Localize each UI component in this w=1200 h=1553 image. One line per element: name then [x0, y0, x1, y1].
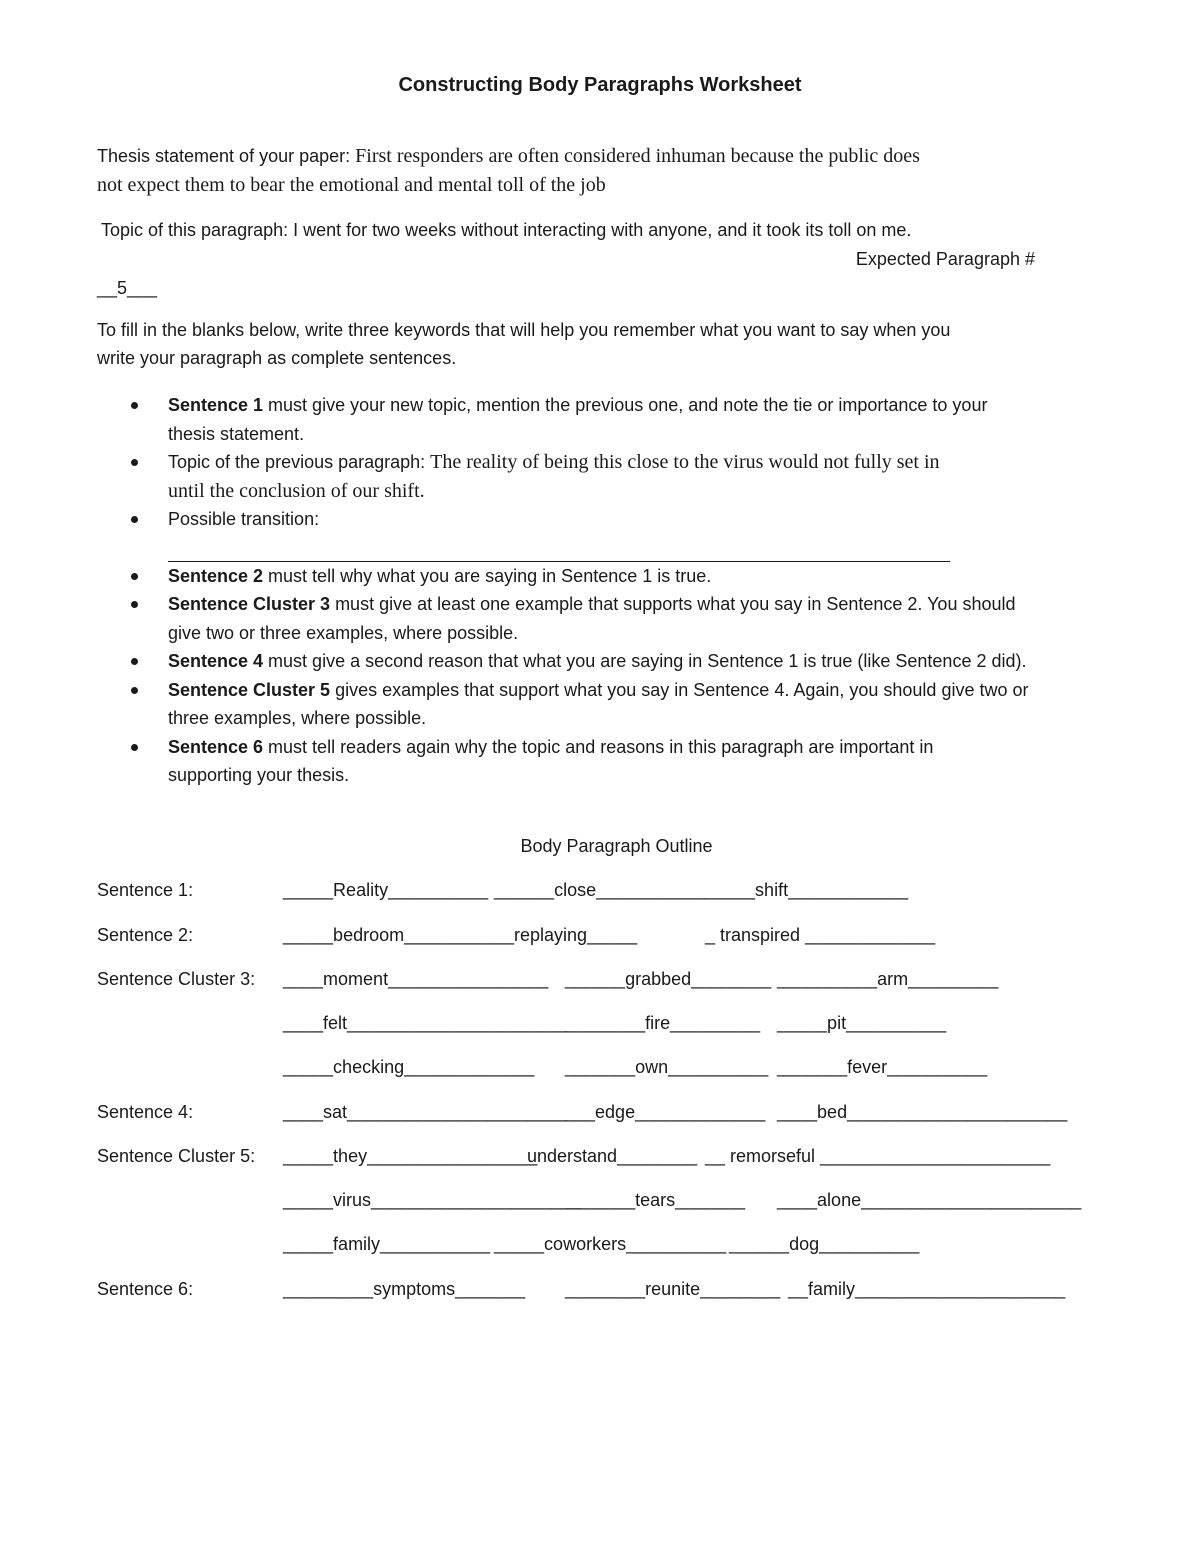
bullet-dot-icon	[131, 744, 138, 751]
thesis-line-2[interactable]: not expect them to bear the emotional and mental toll of the job	[97, 174, 606, 196]
keyword-field[interactable]: __family_____________________	[788, 1279, 1066, 1299]
bullet-text: gives examples that support what you say in Sentence 4. Again, you should give two or	[330, 679, 1029, 700]
bullet-dot-icon	[131, 516, 138, 523]
bullet-sentence-2	[97, 562, 1107, 591]
keyword-field[interactable]: _____checking_____________	[283, 1057, 535, 1077]
bullet-sentence-cluster-5	[97, 676, 1107, 733]
keyword-field[interactable]: ______grabbed________	[565, 969, 772, 989]
keyword-field[interactable]: _________symptoms_______	[283, 1279, 526, 1299]
outline-label-sentence-2: Sentence 2:	[97, 925, 194, 945]
bullet-sentence-cluster-3	[97, 590, 1107, 647]
bullet-bold: Sentence 1	[168, 395, 264, 415]
outline-label-sentence-4: Sentence 4:	[97, 1102, 194, 1122]
keyword-field[interactable]: ___edge_____________	[565, 1102, 766, 1122]
keyword-field[interactable]: __replaying_____	[494, 925, 638, 945]
thesis-value[interactable]: First responders are often considered inhuman because the public does	[355, 145, 920, 167]
outline-label-sentence-cluster-5: Sentence Cluster 5:	[97, 1146, 256, 1166]
bullet-dot-icon	[131, 459, 138, 466]
previous-topic-label: Topic of the previous paragraph:	[168, 452, 431, 472]
possible-transition-label: Possible transition:	[168, 509, 320, 529]
bullet-text-continued: give two or three examples, where possible.	[168, 622, 519, 643]
bullet-text: must tell why what you are saying in Sentence 1 is true.	[263, 565, 712, 586]
instructions-line-2: write your paragraph as complete sentences.	[97, 348, 457, 368]
keyword-field[interactable]: _____family___________	[283, 1234, 491, 1254]
expected-paragraph-label: Expected Paragraph #	[855, 249, 1035, 269]
keyword-field[interactable]: _______own__________	[565, 1057, 769, 1077]
bullet-bold: Sentence 6	[168, 736, 264, 757]
bullet-text-continued: thesis statement.	[168, 423, 305, 444]
outline-label-sentence-6: Sentence 6:	[97, 1279, 194, 1299]
instructions-line-1: To fill in the blanks below, write three keywords that will help you remember what you want to say when you	[97, 320, 951, 340]
bullet-bold: Sentence 2	[168, 565, 264, 586]
keyword-field[interactable]: ____bed______________________	[777, 1102, 1068, 1122]
topic-line	[101, 220, 911, 241]
outline-label-sentence-cluster-3: Sentence Cluster 3:	[97, 969, 256, 989]
previous-topic-value[interactable]: The reality of being this close to the virus would not fully set in	[430, 451, 940, 473]
keyword-field[interactable]: ______dog__________	[729, 1234, 920, 1254]
keyword-field[interactable]: ____moment________________	[283, 969, 549, 989]
bullet-dot-icon	[131, 402, 138, 409]
bullet-sentence-6	[97, 733, 1107, 790]
worksheet-title: Constructing Body Paragraphs Worksheet	[398, 74, 802, 96]
topic-label: Topic of this paragraph:	[101, 220, 294, 240]
bullet-text: must give at least one example that supports what you say in Sentence 2. You should	[330, 594, 1016, 614]
topic-value[interactable]: I went for two weeks without interacting with anyone, and it took its toll on me.	[293, 220, 912, 240]
possible-transition-blank[interactable]	[168, 534, 950, 562]
keyword-field[interactable]: __________arm_________	[777, 969, 999, 989]
previous-topic-value-continued[interactable]: until the conclusion of our shift.	[168, 479, 425, 502]
bullet-text-continued: supporting your thesis.	[168, 765, 350, 785]
keyword-field[interactable]: ________reunite________	[565, 1279, 781, 1299]
bullet-text-continued: three examples, where possible.	[168, 708, 427, 728]
bullet-text: must give your new topic, mention the previous one, and note the tie or importance to your	[263, 395, 988, 415]
bullet-dot-icon	[131, 687, 138, 694]
keyword-field[interactable]: _____virus_____________________	[283, 1190, 582, 1210]
keyword-field[interactable]: _____Reality__________	[283, 880, 489, 900]
keyword-field[interactable]: ______close___________	[494, 880, 707, 900]
bullet-dot-icon	[131, 658, 138, 665]
bullet-dot-icon	[131, 573, 138, 580]
thesis-label: Thesis statement of your paper:	[97, 146, 356, 166]
keyword-field[interactable]: __ remorseful _______________________	[705, 1146, 1051, 1166]
bullet-bold: Sentence Cluster 5	[168, 679, 331, 700]
keyword-field[interactable]: ____sat______________________	[283, 1102, 568, 1122]
keyword-field[interactable]: _____coworkers__________	[494, 1234, 727, 1254]
keyword-field[interactable]: ____felt______________________	[283, 1013, 568, 1033]
outline-label-sentence-1: Sentence 1:	[97, 880, 194, 900]
keyword-field[interactable]: _______tears_______	[565, 1190, 746, 1210]
bullet-sentence-4	[97, 647, 1107, 676]
keyword-field[interactable]: understand________	[527, 1146, 698, 1166]
keyword-field[interactable]: _____bedroom_________	[283, 925, 495, 945]
keyword-field[interactable]: _____pit__________	[777, 1013, 947, 1033]
instruction-bullets	[97, 391, 1107, 790]
keyword-field[interactable]: ________fire_________	[565, 1013, 761, 1033]
bullet-sentence-1	[97, 391, 1107, 448]
expected-paragraph-value[interactable]: __5___	[97, 278, 158, 298]
bullet-bold: Sentence 4	[168, 651, 264, 671]
bullet-bold: Sentence Cluster 3	[168, 594, 331, 614]
bullet-previous-topic	[97, 448, 1107, 505]
keyword-field[interactable]: _____they_________________	[283, 1146, 538, 1166]
bullet-dot-icon	[131, 601, 138, 608]
bullet-possible-transition	[97, 505, 1107, 562]
keyword-field[interactable]: ____alone______________________	[777, 1190, 1082, 1210]
thesis-line-1	[97, 145, 920, 168]
keyword-field[interactable]: _ transpired _____________	[705, 925, 936, 945]
keyword-field[interactable]: _______fever__________	[777, 1057, 988, 1077]
outline-title: Body Paragraph Outline	[520, 836, 713, 856]
bullet-text: must tell readers again why the topic and reasons in this paragraph are important in	[263, 736, 934, 757]
bullet-text: must give a second reason that what you are saying in Sentence 1 is true (like Sentence 2 did).	[263, 651, 1027, 671]
keyword-field[interactable]: _____shift____________	[705, 880, 909, 900]
